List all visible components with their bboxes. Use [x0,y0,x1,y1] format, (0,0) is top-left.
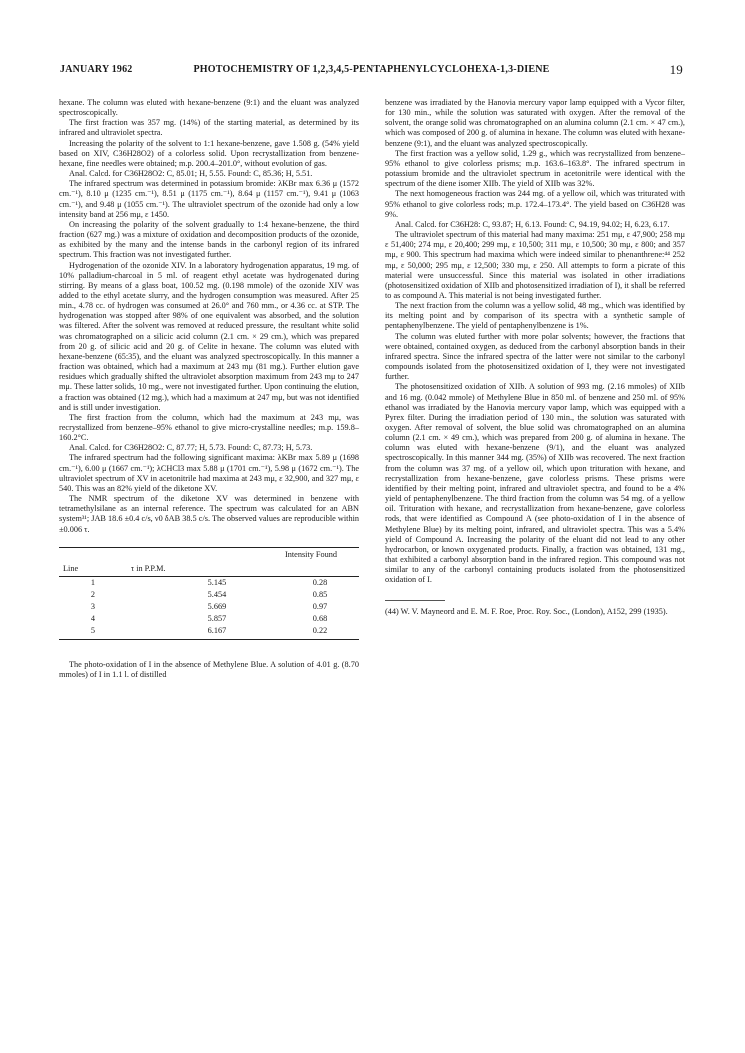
table-cell: 5.669 [207,601,227,611]
table-row [59,601,359,613]
paragraph: The column was eluted further with more polar solvents; however, the fractions that were obtained, contained oxygen, as deduced from the carbonyl absorption bands in their infrared spectra. Since the infrared spectra of the latter were not similar to the carbonyl compounds isolated from the photosensitized oxidation of I, they were not investigated further. [385,331,685,382]
paragraph: The first fraction from the column, which had the maximum at 243 mμ, was recrystallized from benzene–95% ethanol to give micro-crystalline needles; m.p. 159.8–160.2°C. [59,412,359,443]
table-cell: 6.167 [127,625,281,640]
running-header [60,64,683,78]
table-header-tau: τ in P.P.M. [127,562,281,577]
table-row [59,576,359,589]
table-cell: 2 [90,589,95,599]
table-row [59,589,359,601]
paragraph: Increasing the polarity of the solvent to 1:1 hexane-benzene, gave 1.508 g. (54% yield based on XIV, C36H28O2) of a colorless solid. Upon recrystallization from benzene-hexane, fine needles were obtained; m.p. 200.4–201.0°, without evolution of gas. [59,138,359,168]
paragraph: The next homogeneous fraction was 244 mg. of a yellow oil, which was triturated with 95% ethanol to give colorless rods; m.p. 172.4–173.4°. The yield based on C36H28 was 9%. [385,189,685,219]
paragraph: Anal. Calcd. for C36H28O2: C, 87.77; H, 5.73. Found: C, 87.73; H, 5.73. [69,443,313,453]
paragraph: Anal. Calcd. for C36H28: C, 93.87; H, 6.13. Found: C, 94.19, 94.02; H, 6.23, 6.17. [395,219,670,229]
table-cell: 0.22 [281,625,359,640]
paragraph: benzene was irradiated by the Hanovia mercury vapor lamp equipped with a Vycor filter, for 130 min., while the solution was saturated with oxygen. After the removal of the solvent, the orange solid was chromatographed on an alumina column (2.1 cm. × 47 cm.), which was composed of 200 g. of alumina in hexane. The column was eluted with hexane-benzene (9:1), and the eluant was analyzed spectroscopically. [385,98,685,148]
table-cell: 1 [90,577,95,587]
header-title: PHOTOCHEMISTRY OF 1,2,3,4,5-PENTAPHENYLCYCLOHEXA-1,3-DIENE [193,64,550,75]
table-cell: 0.68 [312,613,328,623]
table-cell: 5.145 [207,577,227,587]
paragraph: The first fraction was 357 mg. (14%) of the starting material, as determined by its infrared and ultraviolet spectra. [59,118,359,138]
table-cell: 0.28 [312,577,328,587]
table-cell: 4 [90,613,95,623]
nmr-table [59,547,359,640]
left-column [59,98,359,680]
footnote: (44) W. V. Mayneord and E. M. F. Roe, Proc. Roy. Soc., (London), A152, 299 (1935). [385,606,668,616]
table-cell: 0.97 [312,601,328,611]
paragraph: The next fraction from the column was a yellow solid, 48 mg., which was identified by its melting point and by comparison of its spectra with a synthetic sample of pentaphenylbenzene. The yield of pentaphenylbenzene is 1%. [385,301,685,331]
header-date: JANUARY 1962 [60,64,133,75]
table-cell: 5.454 [207,589,227,599]
paragraph: Hydrogenation of the ozonide XIV. In a laboratory hydrogenation apparatus, 19 mg. of 10% palladium-charcoal in 5 ml. of reagent ethyl acetate was hydrogenated during stirring. By means of a glass boat, 100.52 mg. (0.198 mmole) of the ozonide XIV was added to the ethyl acetate slurry, and the hydrogen consumption was measured. After 25 min., 4.78 cc. of hydrogen was consumed at 26.0° and 760 mm., or 4.36 cc. at STP. The hydrogenation was stopped after 98% of one equivalent was absorbed, and the solution was filtered. After the solvent was removed at reduced pressure, the resultant white solid was chromatographed on a silicic acid column (2.1 cm. × 29 cm.), which was prepared from 20 g. of silicic acid and 20 g. of Celite in hexane. The column was eluted with hexane-benzene (65:35), and the eluant was analyzed spectroscopically. In this manner a fraction was obtained, which had a maximum at 243 mμ (81 mg.). Further elution gave residues which gradually shifted the ultraviolet absorption maximum from 243 mμ to 247 mμ. These latter solids, 10 mg., were not investigated further. Upon continuing the elution, a fraction was obtained (12 mg.), which had a maximum at 247 mμ, but was not identified and is still under investigation. [59,260,359,412]
table-cell: 0.85 [312,589,328,599]
footnote-divider [385,600,445,601]
paragraph-photo-oxidation: The photo-oxidation of I in the absence of Methylene Blue. A solution of 4.01 g. (8.70 mmoles) of I in 1.1 l. of distilled [59,659,359,679]
table-cell: 3 [90,601,95,611]
table-cell: 5.857 [207,613,227,623]
paragraph: Anal. Calcd. for C36H28O2: C, 85.01; H, 5.55. Found: C, 85.36; H, 5.51. [69,169,313,179]
page-number: 19 [669,62,683,77]
paragraph: The infrared spectrum was determined in potassium bromide: λKBr max 6.36 μ (1572 cm.⁻¹), 8.10 μ (1235 cm.⁻¹), 8.51 μ (1175 cm.⁻¹), 8.64 μ (1157 cm.⁻¹), 9.41 μ (1063 cm.⁻¹), and 9.48 μ (1055 cm.⁻¹). The ultraviolet spectrum of the ozonide had only a low intensity band at 256 mμ, ε 1450. [59,179,359,219]
paragraph: On increasing the polarity of the solvent gradually to 1:4 hexane-benzene, the third fraction (627 mg.) was a mixture of oxidation and decomposition products of the ozonide, as exhibited by the many and the intense bands in the carbonyl region of its infrared spectrum. This fraction was not investigated further. [59,219,359,260]
table-cell: 5 [59,625,127,640]
right-column [385,98,685,617]
table-header-intensity: Intensity Found [281,547,359,562]
paragraph: The photosensitized oxidation of XIIb. A solution of 993 mg. (2.16 mmoles) of XIIb and 16 mg. (0.042 mmole) of Methylene Blue in 850 ml. of benzene and 250 ml. of 95% ethanol was irradiated by the Hanovia mercury vapor lamp, which was equipped with a Pyrex filter. During the irradiation period of 130 min., the solution was saturated with oxygen. After removal of solvent, the blue solid was chromatographed on an alumina column (2.1 cm. × 49 cm.), which was prepared from 200 g. of alumina in hexane. The column was eluted with hexane-benzene (9/1), and the eluant was analyzed spectroscopically. In this manner 344 mg. (35%) of XIIb was recovered. The next fraction from the column was 37 mg. of a yellow oil, which upon trituration with hexane, and recrystallization from hexane-benzene, gave colorless prisms. These prisms were identified by their melting point, infrared and ultraviolet spectra, and found to be a 4% yield of pentaphenylbenzene. The third fraction from the column was 54 mg. of a yellow oil. Trituration with hexane, and recrystallization from hexane-benzene, gave colorless rods, that were identified as Compound A (see photo-oxidation of I in the absence of Methylene Blue) by its melting point, infrared, and ultraviolet spectra. This was a 5.4% yield of Compound A. Increasing the polarity of the eluant did not lead to any other hydrocarbon, or known oxygenated products. Finally, a fraction was obtained, 131 mg., that exhibited a carbonyl absorption band in the infrared region. This compound was not similar to any of the carbonyl containing products isolated from the photosensitized oxidation of I. [385,382,685,585]
paragraph: The ultraviolet spectrum of this material had many maxima: 251 mμ, ε 47,900; 258 mμ ε 51,400; 274 mμ, ε 20,400; 299 mμ, ε 10,500; 311 mμ, ε 10,500; 30 mμ, ε 800; and 357 mμ, ε 900. This spectrum had maxima which were indeed similar to phenanthrene:⁴⁴ 252 mμ, ε 50,000; 295 mμ, ε 12,500; 330 mμ, ε 250. All attempts to form a picrate of this material were unsuccessful. Since this material was isolated in other irradiations (photosensitized oxidation of XIIb and photosensitized irradiation of I), it shall be referred to as compound A. This material is not being investigated further. [385,230,685,300]
paragraph: The infrared spectrum had the following significant maxima: λKBr max 5.89 μ (1698 cm.⁻¹), 6.00 μ (1667 cm.⁻¹); λCHCl3 max 5.88 μ (1701 cm.⁻¹), 5.98 μ (1672 cm.⁻¹). The ultraviolet spectrum of XV in acetonitrile had maxima at 243 mμ, ε 32,900, and 327 mμ, ε 540. This was an 82% yield of the diketone XV. [59,453,359,493]
table-row [59,625,359,640]
table-header-line: Line [59,562,127,577]
paragraph: hexane. The column was eluted with hexane-benzene (9:1) and the eluant was analyzed spectroscopically. [59,98,359,118]
table-row [59,613,359,625]
paragraph: The first fraction was a yellow solid, 1.29 g., which was recrystallized from benzene–95% ethanol to give colorless prisms; m.p. 163.6–163.8°. The infrared spectrum in potassium bromide and the ultraviolet spectrum in acetonitrile were identical with the spectrum of the diene isomer XIIb. The yield of XIIb was 32%. [385,148,685,189]
paragraph: The NMR spectrum of the diketone XV was determined in benzene with tetramethylsilane as an internal reference. The spectrum was calculated for an ABN system³¹; JAB 18.6 ±0.4 c/s, ν0 δAB 38.5 c/s. The observed values are reproducible within ±0.006 τ. [59,494,359,534]
